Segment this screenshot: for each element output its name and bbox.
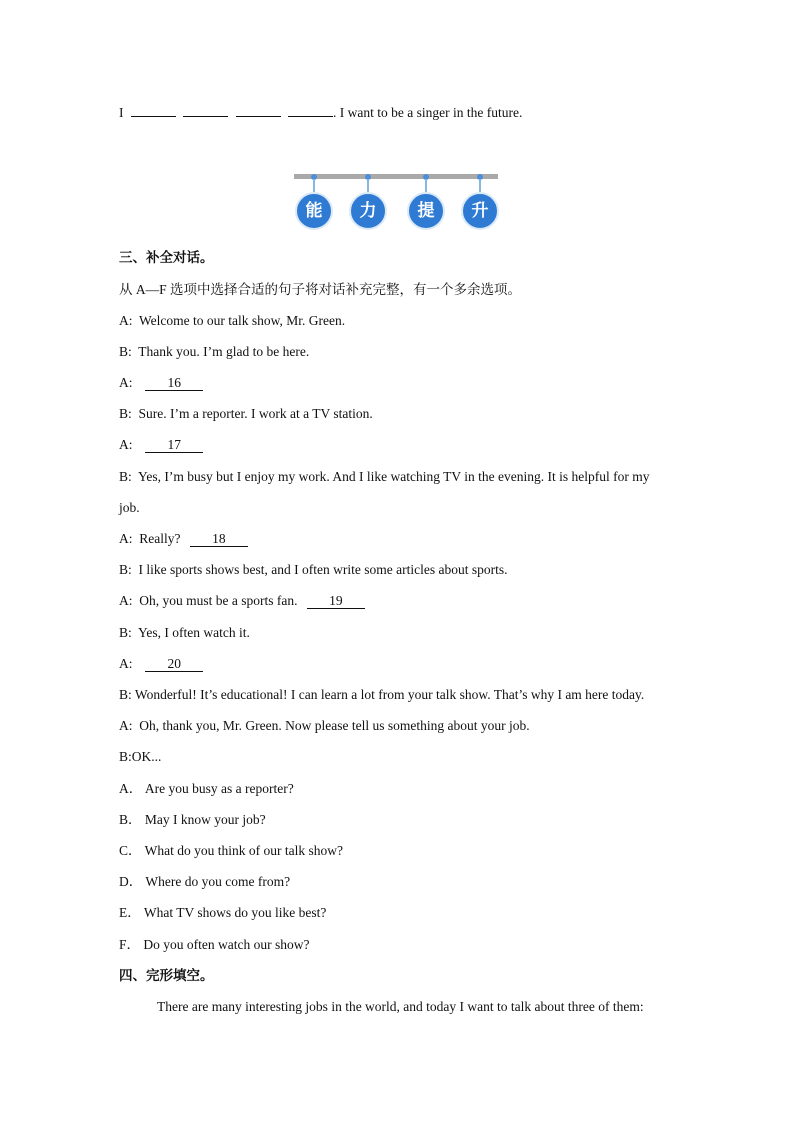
banner-item (348, 174, 388, 232)
speaker-label: A: (119, 656, 133, 671)
answer-blank[interactable] (236, 104, 281, 117)
option-item (119, 780, 294, 798)
option-item (119, 842, 343, 860)
dialogue-line (119, 655, 203, 673)
dialogue-text: Welcome to our talk show, Mr. Green. (139, 313, 346, 328)
dialogue-line (119, 343, 309, 361)
dialogue-text: I like sports shows best, and I often write some articles about sports. (138, 562, 508, 577)
section-4-heading: 四、完形填空。 (119, 968, 214, 983)
option-text: What TV shows do you like best? (143, 905, 327, 920)
banner-char: 力 (349, 192, 387, 230)
dialogue-line (119, 312, 345, 330)
dialogue-line (119, 405, 373, 423)
option-text: Where do you come from? (145, 874, 291, 889)
dialogue-text: Really? (139, 531, 181, 546)
answer-blank[interactable] (288, 104, 333, 117)
banner-char: 能 (295, 192, 333, 230)
dialogue-text: Thank you. I’m glad to be here. (138, 344, 310, 359)
option-item (119, 936, 309, 954)
banner-item (460, 174, 500, 232)
option-letter: F． (119, 937, 141, 952)
dialogue-line (119, 717, 530, 735)
banner-stick (425, 179, 427, 192)
dialogue-line (119, 592, 365, 610)
dialogue-text: job. (119, 500, 140, 515)
speaker-label: B: (119, 469, 132, 484)
speaker-label: B: (119, 625, 132, 640)
option-item (119, 811, 266, 829)
speaker-label: B: (119, 562, 132, 577)
option-letter: B． (119, 812, 142, 827)
answer-blank[interactable]: 20 (145, 656, 203, 672)
option-item (119, 904, 326, 922)
option-letter: C． (119, 843, 142, 858)
speaker-label: A: (119, 531, 133, 546)
option-text: May I know your job? (144, 812, 266, 827)
banner-char: 升 (461, 192, 499, 230)
speaker-label: A: (119, 437, 133, 452)
banner-char: 提 (407, 192, 445, 230)
speaker-label: B: (119, 406, 132, 421)
dialogue-line (119, 468, 649, 486)
dialogue-line (119, 374, 203, 392)
banner-stick (367, 179, 369, 192)
dialogue-text: Sure. I’m a reporter. I work at a TV station. (138, 406, 373, 421)
answer-blank[interactable] (131, 104, 176, 117)
speaker-label: B: (119, 344, 132, 359)
dialogue-line (119, 686, 644, 704)
answer-blank[interactable]: 19 (307, 593, 365, 609)
speaker-label: A: (119, 593, 133, 608)
dialogue-line (119, 436, 203, 454)
option-text: Are you busy as a reporter? (144, 781, 294, 796)
section-4-paragraph: There are many interesting jobs in the world, and today I want to talk about three of them: (157, 999, 644, 1014)
dialogue-line (119, 748, 161, 766)
dialogue-line (119, 530, 248, 548)
dialogue-text: Oh, thank you, Mr. Green. Now please tell us something about your job. (139, 718, 530, 733)
banner-item (294, 174, 334, 232)
option-letter: E． (119, 905, 141, 920)
dialogue-text: Yes, I often watch it. (138, 625, 250, 640)
dialogue-text: B:OK... (119, 749, 162, 764)
option-item (119, 873, 290, 891)
option-letter: D． (119, 874, 143, 889)
ability-banner (294, 170, 498, 232)
section-3-instruction: 从 A—F 选项中选择合适的句子将对话补充完整，有一个多余选项。 (119, 282, 522, 297)
banner-item (406, 174, 446, 232)
option-text: Do you often watch our show? (143, 937, 310, 952)
top-line-suffix: . I want to be a singer in the future. (333, 105, 523, 120)
answer-blank[interactable]: 17 (145, 437, 203, 453)
dialogue-line (119, 624, 250, 642)
banner-stick (313, 179, 315, 192)
option-letter: A． (119, 781, 143, 796)
answer-blank[interactable]: 18 (190, 531, 248, 547)
speaker-label: A: (119, 313, 133, 328)
dialogue-text: Oh, you must be a sports fan. (139, 593, 298, 608)
section-3-heading: 三、补全对话。 (119, 250, 214, 265)
option-text: What do you think of our talk show? (144, 843, 343, 858)
banner-stick (479, 179, 481, 192)
answer-blank[interactable]: 16 (145, 375, 203, 391)
dialogue-line-continued (119, 499, 140, 517)
top-line-prefix: I (119, 105, 124, 120)
top-fill-line (119, 104, 522, 122)
dialogue-text: Wonderful! It’s educational! I can learn a lot from your talk show. That’s why I am here today. (134, 687, 645, 702)
dialogue-text: Yes, I’m busy but I enjoy my work. And I like watching TV in the evening. It is helpful for my (138, 469, 650, 484)
speaker-label: A: (119, 718, 133, 733)
dialogue-line (119, 561, 507, 579)
speaker-label: A: (119, 375, 133, 390)
speaker-label: B: (119, 687, 132, 702)
answer-blank[interactable] (183, 104, 228, 117)
